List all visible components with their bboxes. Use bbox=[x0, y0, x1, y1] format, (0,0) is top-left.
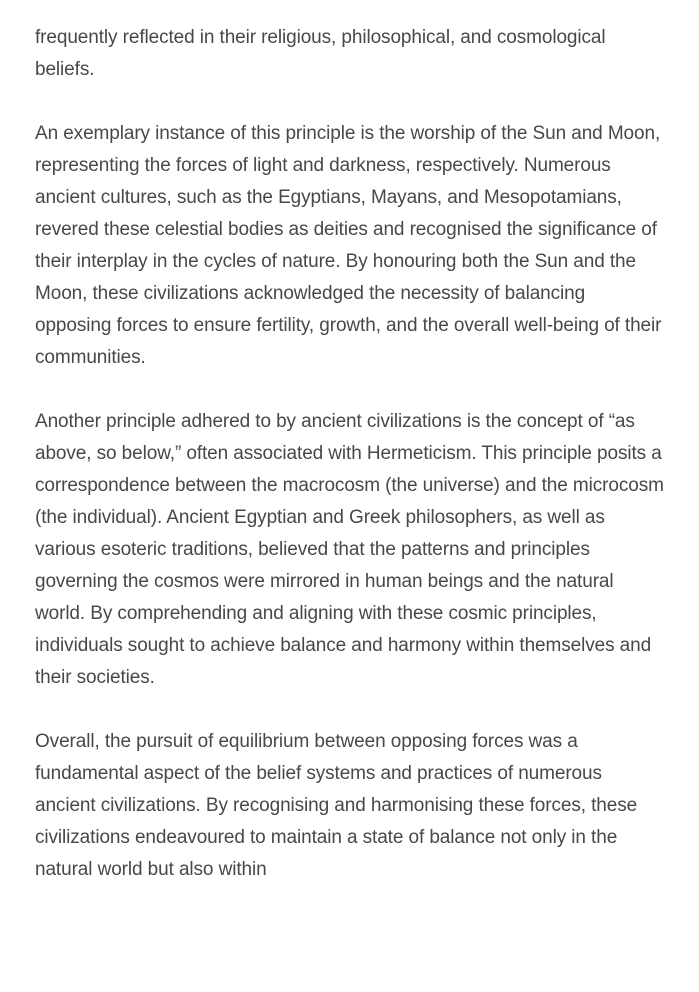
paragraph-2: An exemplary instance of this principle is the worship of the Sun and Moon, representing the forces of light and darkness, respectively. Numerous ancient cultures, such as the Egyptians, Mayans, and Mesopotamians, revered these celestial bodies as deities and recognised the significance of their interplay in the cycles of nature. By honouring both the Sun and the Moon, these civilizations acknowledged the necessity of balancing opposing forces to ensure fertility, growth, and the overall well-being of their communities. bbox=[35, 123, 662, 368]
paragraph-1: frequently reflected in their religious, philosophical, and cosmological beliefs. bbox=[35, 27, 606, 80]
paragraph-4: Overall, the pursuit of equilibrium between opposing forces was a fundamental aspect of the belief systems and practices of numerous ancient civilizations. By recognising and harmonising these forces, these civilizations endeavoured to maintain a state of balance not only in the natural world but also within bbox=[35, 731, 638, 880]
paragraph-3: Another principle adhered to by ancient civilizations is the concept of “as above, so below,” often associated with Hermeticism. This principle posits a correspondence between the macrocosm (the universe) and the microcosm (the individual). Ancient Egyptian and Greek philosophers, as well as various esoteric traditions, believed that the patterns and principles governing the cosmos were mirrored in human beings and the natural world. By comprehending and aligning with these cosmic principles, individuals sought to achieve balance and harmony within themselves and their societies. bbox=[35, 411, 664, 688]
